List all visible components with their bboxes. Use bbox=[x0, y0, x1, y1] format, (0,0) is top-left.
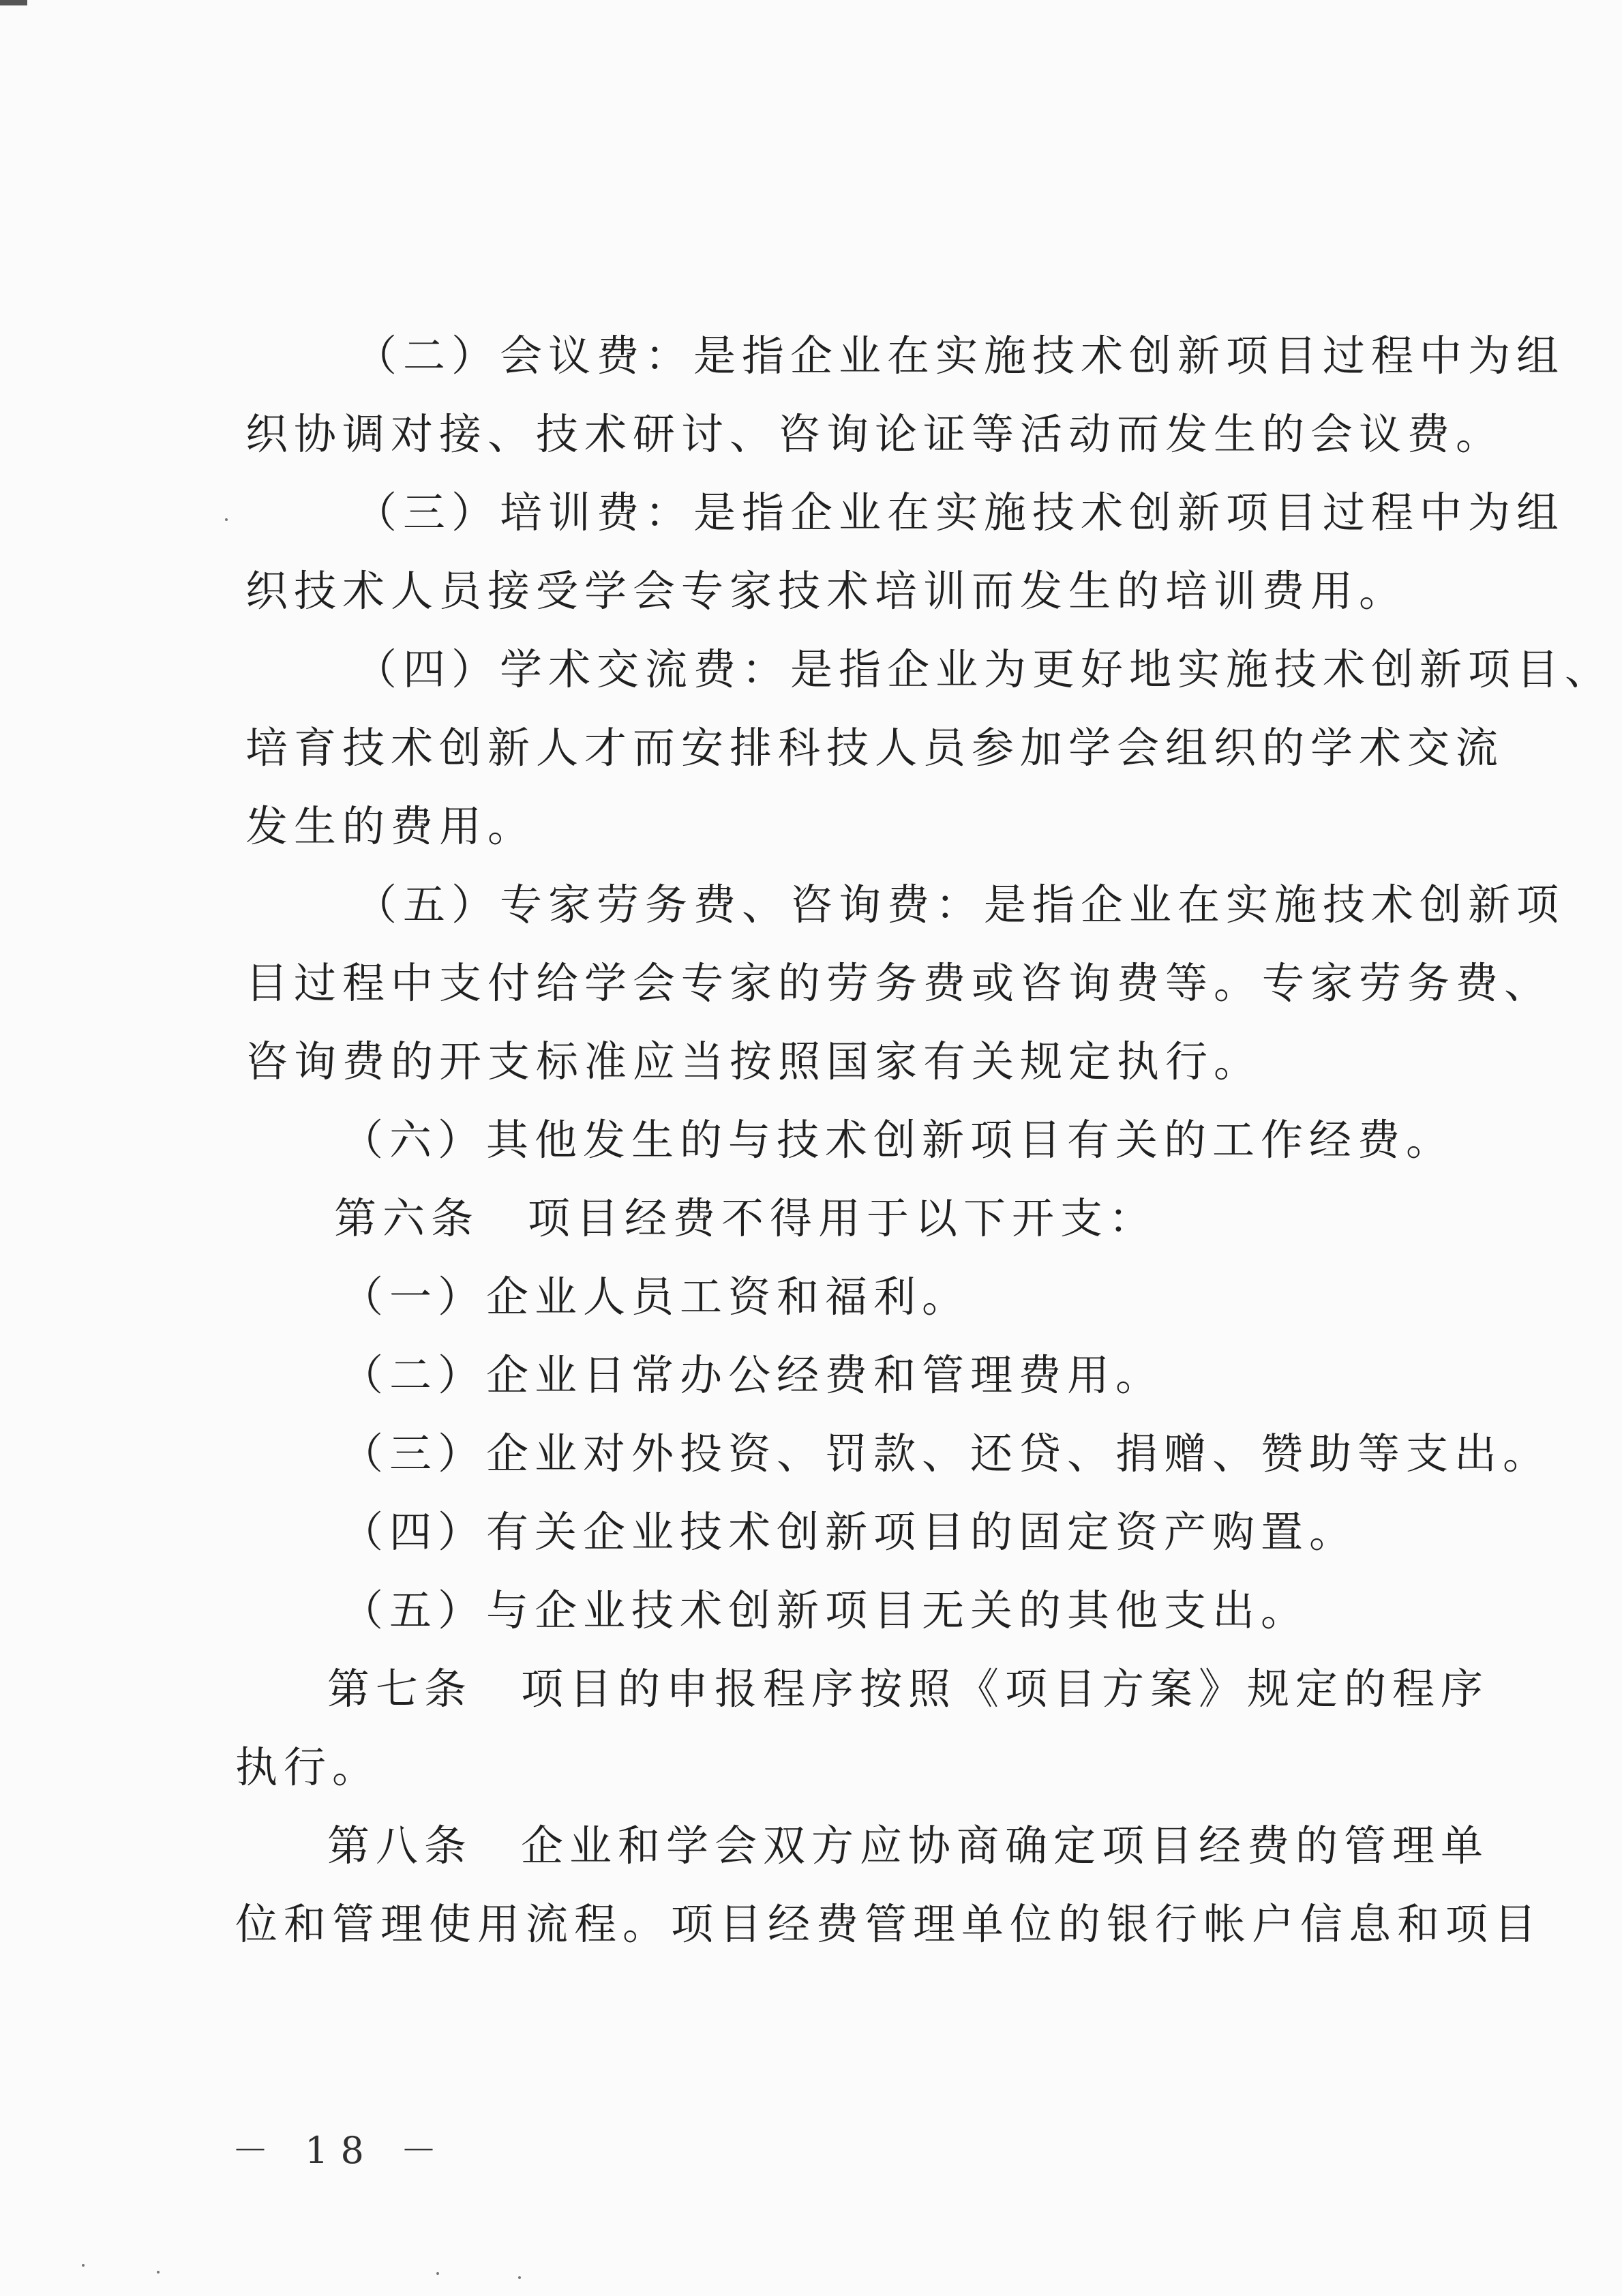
paragraph-line: 咨询费的开支标准应当按照国家有关规定执行。 bbox=[245, 1037, 1263, 1086]
paragraph-line: 位和管理使用流程。项目经费管理单位的银行帐户信息和项目 bbox=[235, 1899, 1543, 1949]
article-heading-line: 第七条 项目的申报程序按照《项目方案》规定的程序 bbox=[327, 1664, 1490, 1714]
paragraph-line: 织技术人员接受学会专家技术培训而发生的培训费用。 bbox=[245, 566, 1408, 616]
paragraph-line: （一）企业人员工资和福利。 bbox=[341, 1272, 971, 1322]
page-number: － 18 － bbox=[232, 2129, 450, 2172]
article-heading-line: 第六条 项目经费不得用于以下开支： bbox=[334, 1193, 1158, 1243]
paragraph-line: （五）专家劳务费、咨询费：是指企业在实施技术创新项 bbox=[355, 880, 1565, 929]
paragraph-line: （二）会议费：是指企业在实施技术创新项目过程中为组 bbox=[355, 331, 1565, 381]
paragraph-line: 织协调对接、技术研讨、咨询论证等活动而发生的会议费。 bbox=[245, 409, 1505, 459]
paragraph-line: 发生的费用。 bbox=[245, 801, 537, 851]
paragraph-line: 执行。 bbox=[235, 1742, 381, 1792]
scan-speck bbox=[82, 2264, 85, 2267]
scan-speck bbox=[436, 2272, 439, 2275]
scan-speck bbox=[225, 518, 228, 521]
paragraph-line: （四）学术交流费：是指企业为更好地实施技术创新项目、 bbox=[355, 644, 1614, 694]
paragraph-line: （六）其他发生的与技术创新项目有关的工作经费。 bbox=[341, 1115, 1455, 1165]
paragraph-line: （二）企业日常办公经费和管理费用。 bbox=[341, 1350, 1165, 1400]
paragraph-line: 目过程中支付给学会专家的劳务费或咨询费等。专家劳务费、 bbox=[245, 958, 1553, 1008]
article-heading-line: 第八条 企业和学会双方应协商确定项目经费的管理单 bbox=[327, 1821, 1490, 1870]
paragraph-line: 培育技术创新人才而安排科技人员参加学会组织的学术交流 bbox=[245, 723, 1505, 773]
scan-edge-mark bbox=[0, 0, 27, 5]
paragraph-line: （五）与企业技术创新项目无关的其他支出。 bbox=[341, 1585, 1310, 1635]
paragraph-line: （三）企业对外投资、罚款、还贷、捐赠、赞助等支出。 bbox=[341, 1429, 1552, 1478]
scan-speck bbox=[518, 2276, 521, 2279]
paragraph-line: （三）培训费：是指企业在实施技术创新项目过程中为组 bbox=[355, 488, 1565, 537]
paragraph-line: （四）有关企业技术创新项目的固定资产购置。 bbox=[341, 1507, 1358, 1557]
scan-speck bbox=[157, 2271, 160, 2273]
